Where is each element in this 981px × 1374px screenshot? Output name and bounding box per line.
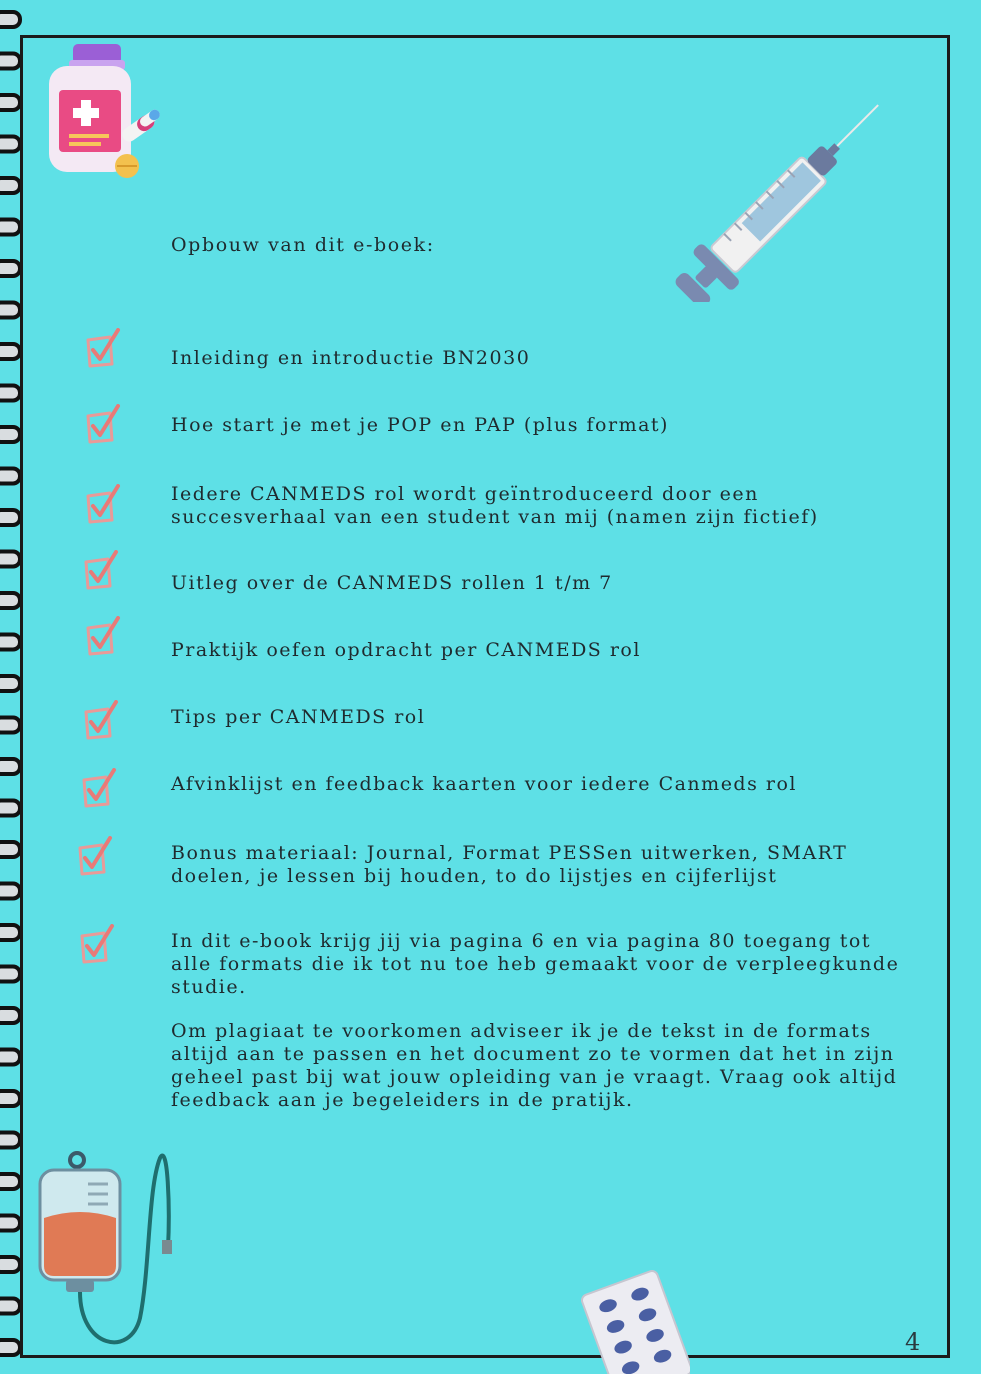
checklist-item: Tips per CANMEDS rol [171, 706, 426, 728]
spiral-ring [0, 344, 20, 359]
checklist-item: Bonus materiaal: Journal, Format PESSen uitwerken, SMART doelen, je lessen bij houden, to do lijstjes en cijferlijst [171, 842, 848, 887]
spiral-ring [0, 469, 20, 484]
spiral-ring [0, 1216, 20, 1231]
checklist-item [171, 930, 911, 1112]
pill-blister-icon [580, 1270, 690, 1374]
checklist-paragraph: Om plagiaat te voorkomen adviseer ik je de tekst in de formats altijd aan te passen en het document zo te vormen dat het in zijn geheel past bij wat jouw opleiding van je vraagt. Vraag ook altijd feedback aan je begeleiders in de pratijk. [171, 1020, 898, 1111]
checkbox-check-icon [84, 616, 126, 658]
syringe-icon [675, 92, 890, 302]
spiral-ring [0, 12, 20, 27]
checkbox-check-icon [78, 924, 120, 966]
checkbox-check-icon [84, 484, 126, 526]
checkbox-check-icon [84, 404, 126, 446]
spiral-ring [0, 261, 20, 276]
spiral-ring [0, 386, 20, 401]
spiral-ring [0, 718, 20, 733]
spiral-ring [0, 1008, 20, 1023]
page-number: 4 [905, 1328, 921, 1356]
checkbox-check-icon [76, 836, 118, 878]
spiral-ring [0, 427, 20, 442]
checklist-item: Inleiding en introductie BN2030 [171, 347, 531, 369]
spiral-ring [0, 137, 20, 152]
spiral-ring [0, 676, 20, 691]
spiral-ring [0, 925, 20, 940]
spiral-ring [0, 801, 20, 816]
spiral-ring [0, 1091, 20, 1106]
spiral-ring [0, 1257, 20, 1272]
checkbox-check-icon [82, 550, 124, 592]
spiral-ring [0, 635, 20, 650]
spiral-ring [0, 1174, 20, 1189]
checklist-item: Hoe start je met je POP en PAP (plus format) [171, 414, 669, 436]
spiral-ring [0, 54, 20, 69]
spiral-ring [0, 510, 20, 525]
spiral-ring [0, 967, 20, 982]
checklist-item: Afvinklijst en feedback kaarten voor iedere Canmeds rol [171, 773, 797, 795]
medicine-bottle-icon [45, 42, 165, 182]
spiral-ring [0, 1299, 20, 1314]
checkbox-check-icon [84, 328, 126, 370]
spiral-ring [0, 759, 20, 774]
checklist-item: Praktijk oefen opdracht per CANMEDS rol [171, 639, 641, 661]
spiral-ring [0, 178, 20, 193]
checkbox-check-icon [82, 700, 124, 742]
checklist-paragraph: In dit e-book krijg jij via pagina 6 en via pagina 80 toegang tot alle formats die ik tot nu toe heb gemaakt voor de verpleegkunde studie. [171, 930, 900, 998]
spiral-ring [0, 884, 20, 899]
checklist-item: Uitleg over de CANMEDS rollen 1 t/m 7 [171, 572, 613, 594]
spiral-ring [0, 303, 20, 318]
spiral-ring [0, 552, 20, 567]
checklist-item: Iedere CANMEDS rol wordt geïntroduceerd door een succesverhaal van een student van mij (namen zijn fictief) [171, 483, 819, 528]
spiral-ring [0, 220, 20, 235]
iv-bag-icon [30, 1148, 180, 1358]
spiral-ring [0, 1340, 20, 1355]
spiral-ring [0, 1133, 20, 1148]
spiral-ring [0, 842, 20, 857]
spiral-ring [0, 95, 20, 110]
spiral-ring [0, 1050, 20, 1065]
spiral-ring [0, 593, 20, 608]
checkbox-check-icon [80, 768, 122, 810]
page-title: Opbouw van dit e-boek: [171, 234, 435, 256]
